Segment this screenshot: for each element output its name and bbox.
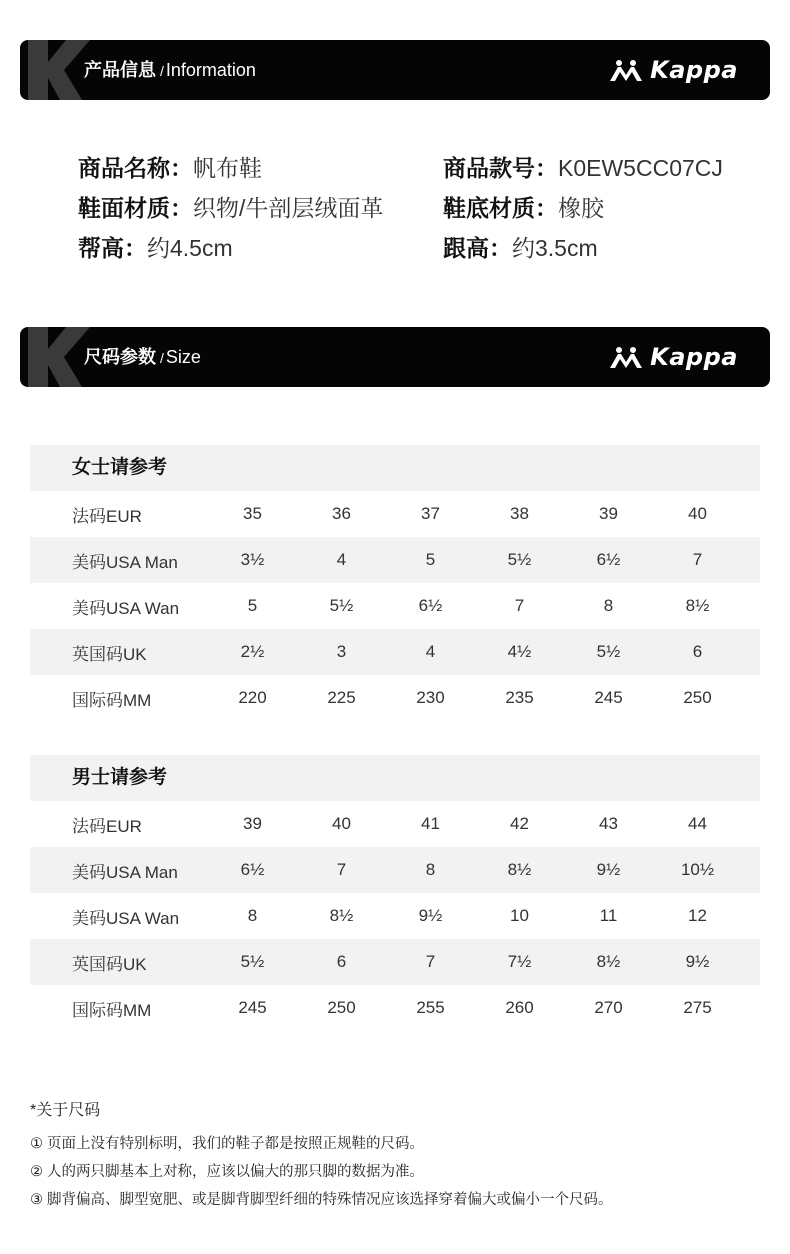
size-value: 38 bbox=[510, 504, 529, 523]
size-value: 6 bbox=[692, 642, 703, 661]
size-value: 3 bbox=[336, 642, 347, 661]
size-value: 6½ bbox=[240, 860, 265, 879]
size-value: 6½ bbox=[596, 550, 621, 569]
size-value: 220 bbox=[238, 688, 267, 707]
info-item bbox=[78, 190, 383, 223]
size-value: 4 bbox=[425, 642, 436, 661]
size-value: 10½ bbox=[680, 860, 715, 879]
table-row bbox=[30, 675, 760, 721]
size-value: 6½ bbox=[418, 596, 443, 615]
size-value: 39 bbox=[243, 814, 262, 833]
info-label: 帮高： bbox=[78, 235, 147, 261]
info-label: 商品名称： bbox=[78, 155, 193, 181]
men-size-table bbox=[30, 755, 760, 1031]
note-item: ① 页面上没有特别标明，我们的鞋子都是按照正规鞋的尺码。 bbox=[30, 1136, 425, 1152]
size-row-label: 美码USA Man bbox=[72, 552, 178, 572]
size-value: 5 bbox=[247, 596, 258, 615]
table-row bbox=[30, 893, 760, 939]
info-row bbox=[78, 150, 758, 186]
men-size-heading: 男士请参考 bbox=[30, 755, 760, 801]
info-item bbox=[78, 230, 233, 263]
size-value: 8½ bbox=[685, 596, 710, 615]
size-value: 2½ bbox=[240, 642, 265, 661]
size-title-cn: 尺码参数 bbox=[84, 347, 156, 367]
size-value: 260 bbox=[505, 998, 534, 1017]
info-item bbox=[443, 230, 598, 263]
size-value: 250 bbox=[327, 998, 356, 1017]
size-title-separator: / bbox=[160, 350, 164, 366]
size-row-label: 法码EUR bbox=[72, 816, 142, 836]
size-value: 44 bbox=[688, 814, 707, 833]
info-title-cn: 产品信息 bbox=[84, 60, 156, 80]
size-value: 275 bbox=[683, 998, 712, 1017]
info-item bbox=[78, 150, 262, 183]
size-value: 7½ bbox=[507, 952, 532, 971]
info-label: 跟高： bbox=[443, 235, 512, 261]
size-value: 245 bbox=[238, 998, 267, 1017]
size-value: 8½ bbox=[507, 860, 532, 879]
info-value: 帆布鞋 bbox=[193, 155, 262, 181]
info-banner-title bbox=[84, 40, 256, 100]
table-row bbox=[30, 491, 760, 537]
info-item bbox=[443, 190, 604, 223]
info-label: 商品款号： bbox=[443, 155, 558, 181]
info-value: K0EW5CC07CJ bbox=[558, 155, 723, 181]
size-value: 9½ bbox=[596, 860, 621, 879]
size-row-label: 法码EUR bbox=[72, 506, 142, 526]
note-item: ③ 脚背偏高、脚型宽肥、或是脚背脚型纤细的特殊情况应该选择穿着偏大或偏小一个尺码。 bbox=[30, 1192, 613, 1208]
size-value: 5½ bbox=[507, 550, 532, 569]
size-row-label: 国际码MM bbox=[72, 690, 152, 710]
info-value: 约3.5cm bbox=[512, 235, 598, 261]
size-value: 12 bbox=[688, 906, 707, 925]
brand-name: Kappa bbox=[650, 343, 738, 371]
size-notes bbox=[30, 1097, 770, 1214]
size-value: 41 bbox=[421, 814, 440, 833]
table-row bbox=[30, 583, 760, 629]
info-row bbox=[78, 230, 758, 266]
size-value: 40 bbox=[332, 814, 351, 833]
size-row-label: 美码USA Wan bbox=[72, 598, 180, 618]
size-value: 230 bbox=[416, 688, 445, 707]
size-value: 245 bbox=[594, 688, 623, 707]
table-row bbox=[30, 629, 760, 675]
info-label: 鞋面材质： bbox=[78, 195, 193, 221]
women-size-heading: 女士请参考 bbox=[30, 445, 760, 491]
size-value: 8 bbox=[603, 596, 614, 615]
size-value: 39 bbox=[599, 504, 618, 523]
size-value: 5½ bbox=[240, 952, 265, 971]
size-row-label: 美码USA Wan bbox=[72, 908, 180, 928]
size-row-label: 英国码UK bbox=[72, 644, 147, 664]
brand-logo bbox=[608, 342, 738, 372]
size-value: 6 bbox=[336, 952, 347, 971]
info-value: 橡胶 bbox=[558, 195, 604, 221]
brand-name: Kappa bbox=[650, 56, 738, 84]
size-value: 35 bbox=[243, 504, 262, 523]
size-value: 7 bbox=[425, 952, 436, 971]
size-value: 235 bbox=[505, 688, 534, 707]
table-row bbox=[30, 537, 760, 583]
size-value: 8½ bbox=[596, 952, 621, 971]
size-value: 5 bbox=[425, 550, 436, 569]
size-value: 4 bbox=[336, 550, 347, 569]
size-value: 8 bbox=[425, 860, 436, 879]
table-row bbox=[30, 985, 760, 1031]
size-value: 5½ bbox=[329, 596, 354, 615]
size-value: 40 bbox=[688, 504, 707, 523]
size-value: 4½ bbox=[507, 642, 532, 661]
table-row bbox=[30, 801, 760, 847]
size-value: 7 bbox=[692, 550, 703, 569]
size-value: 255 bbox=[416, 998, 445, 1017]
table-row bbox=[30, 847, 760, 893]
info-item bbox=[443, 150, 723, 183]
kappa-omini-icon bbox=[608, 59, 644, 81]
brand-logo bbox=[608, 55, 738, 85]
table-row bbox=[30, 939, 760, 985]
size-banner bbox=[20, 327, 770, 387]
size-value: 43 bbox=[599, 814, 618, 833]
info-row bbox=[78, 190, 758, 226]
info-banner bbox=[20, 40, 770, 100]
size-value: 250 bbox=[683, 688, 712, 707]
note-item: ② 人的两只脚基本上对称，应该以偏大的那只脚的数据为准。 bbox=[30, 1164, 425, 1180]
size-row-label: 国际码MM bbox=[72, 1000, 152, 1020]
size-title-en: Size bbox=[165, 347, 201, 367]
size-value: 8 bbox=[247, 906, 258, 925]
info-title-en: Information bbox=[165, 60, 256, 80]
size-banner-title bbox=[84, 327, 201, 387]
size-value: 9½ bbox=[685, 952, 710, 971]
size-value: 37 bbox=[421, 504, 440, 523]
size-value: 7 bbox=[336, 860, 347, 879]
size-value: 42 bbox=[510, 814, 529, 833]
size-value: 9½ bbox=[418, 906, 443, 925]
info-value: 约4.5cm bbox=[147, 235, 233, 261]
women-size-table bbox=[30, 445, 760, 721]
size-value: 5½ bbox=[596, 642, 621, 661]
kappa-omini-icon bbox=[608, 346, 644, 368]
size-value: 36 bbox=[332, 504, 351, 523]
size-row-label: 英国码UK bbox=[72, 954, 147, 974]
size-value: 8½ bbox=[329, 906, 354, 925]
info-value: 织物/牛剖层绒面革 bbox=[193, 195, 384, 221]
size-value: 7 bbox=[514, 596, 525, 615]
size-value: 3½ bbox=[240, 550, 265, 569]
info-title-separator: / bbox=[160, 63, 164, 79]
notes-title: *关于尺码 bbox=[30, 1102, 101, 1119]
size-value: 11 bbox=[599, 906, 618, 925]
size-row-label: 美码USA Man bbox=[72, 862, 178, 882]
size-value: 270 bbox=[594, 998, 623, 1017]
info-label: 鞋底材质： bbox=[443, 195, 558, 221]
size-value: 225 bbox=[327, 688, 356, 707]
size-value: 10 bbox=[510, 906, 529, 925]
